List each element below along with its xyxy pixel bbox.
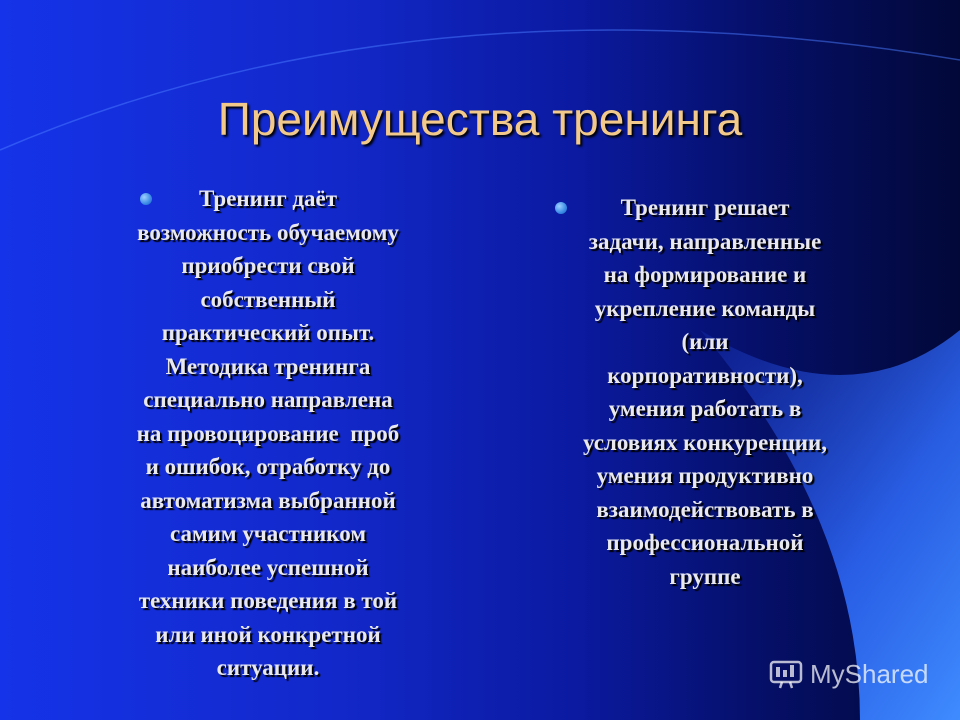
right-bullet-line: профессиональной xyxy=(606,530,804,555)
left-bullet-line: приобрести свой xyxy=(181,253,355,278)
right-bullet-line: умения работать в xyxy=(608,396,802,421)
slide-title: Преимущества тренинга xyxy=(217,93,743,145)
watermark-text: MyShared xyxy=(810,658,929,689)
left-bullet-line: наиболее успешной xyxy=(167,554,369,580)
left-bullet-line: Методика тренинга xyxy=(165,353,371,379)
right-bullet-line: условиях конкуренции, xyxy=(582,429,828,455)
left-bullet-line: или иной конкретной xyxy=(155,621,381,647)
left-bullet-line: возможность обучаемому xyxy=(137,219,399,245)
right-bullet-line: умения продуктивно xyxy=(596,463,814,488)
right-bullet-line: взаимодействовать в xyxy=(596,496,814,522)
right-bullet-line: Тренинг решает xyxy=(620,195,790,220)
myshared-logo-icon xyxy=(768,656,804,692)
watermark[interactable] xyxy=(768,652,929,696)
left-bullet-line: ситуации. xyxy=(216,655,320,680)
left-bullet-line: на провоцирование проб xyxy=(136,420,400,446)
right-bullet-text xyxy=(524,191,886,593)
left-bullet-line: техники поведения в той xyxy=(138,588,398,613)
left-bullet-line: специально направлена xyxy=(143,387,393,412)
left-bullet-line: и ошибок, отработку до xyxy=(145,454,391,479)
right-bullet-line: укрепление команды xyxy=(594,295,816,321)
right-bullet-line: (или xyxy=(681,329,729,354)
right-bullet-line: группе xyxy=(669,563,741,589)
right-bullet-line: корпоративности), xyxy=(607,362,803,388)
left-bullet-line: собственный xyxy=(200,286,336,312)
left-bullet-line: самим участником xyxy=(170,521,366,546)
left-bullet-line: автоматизма выбранной xyxy=(140,487,396,513)
right-bullet-line: задачи, направленные xyxy=(588,228,822,254)
right-bullet-line: на формирование и xyxy=(603,262,807,287)
left-bullet-line: практический опыт. xyxy=(161,320,375,345)
left-bullet-text xyxy=(88,182,448,685)
left-bullet-line: Тренинг даёт xyxy=(198,186,338,211)
